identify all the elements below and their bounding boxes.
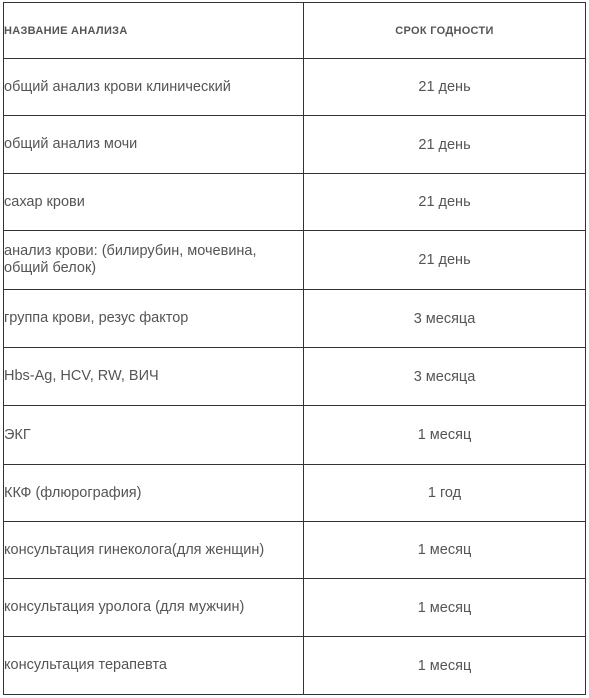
expiry-cell: 21 день [304,116,586,174]
analysis-name-cell: ККФ (флюрография) [4,465,304,522]
expiry-cell: 21 день [304,231,586,290]
analysis-name-cell: сахар крови [4,174,304,231]
table-header-row [4,3,586,59]
expiry-cell: 1 месяц [304,637,586,695]
analysis-name-cell: общий анализ мочи [4,116,304,174]
header-analysis-name: НАЗВАНИЕ АНАЛИЗА [4,3,304,59]
table-row [4,59,586,116]
expiry-cell: 1 месяц [304,579,586,637]
expiry-cell: 1 месяц [304,406,586,465]
table-row [4,348,586,406]
table-row [4,522,586,579]
table-row [4,116,586,174]
expiry-cell: 1 год [304,465,586,522]
analysis-name-cell: ЭКГ [4,406,304,465]
table-row [4,465,586,522]
table-row [4,231,586,290]
table-row [4,290,586,348]
analysis-name-cell: консультация терапевта [4,637,304,695]
analysis-name-cell: анализ крови: (билирубин, мочевина, общий белок) [4,231,304,290]
expiry-cell: 1 месяц [304,522,586,579]
table-body [4,59,586,695]
analysis-expiry-table [3,2,586,695]
analysis-name-cell: группа крови, резус фактор [4,290,304,348]
table-row [4,579,586,637]
expiry-cell: 3 месяца [304,290,586,348]
analysis-name-cell: консультация уролога (для мужчин) [4,579,304,637]
table-row [4,637,586,695]
analysis-name-cell: Hbs-Ag, HCV, RW, ВИЧ [4,348,304,406]
analysis-name-cell: общий анализ крови клинический [4,59,304,116]
table-row [4,406,586,465]
expiry-cell: 21 день [304,59,586,116]
expiry-cell: 21 день [304,174,586,231]
analysis-name-cell: консультация гинеколога(для женщин) [4,522,304,579]
expiry-cell: 3 месяца [304,348,586,406]
header-expiry: СРОК ГОДНОСТИ [304,3,586,59]
table-row [4,174,586,231]
